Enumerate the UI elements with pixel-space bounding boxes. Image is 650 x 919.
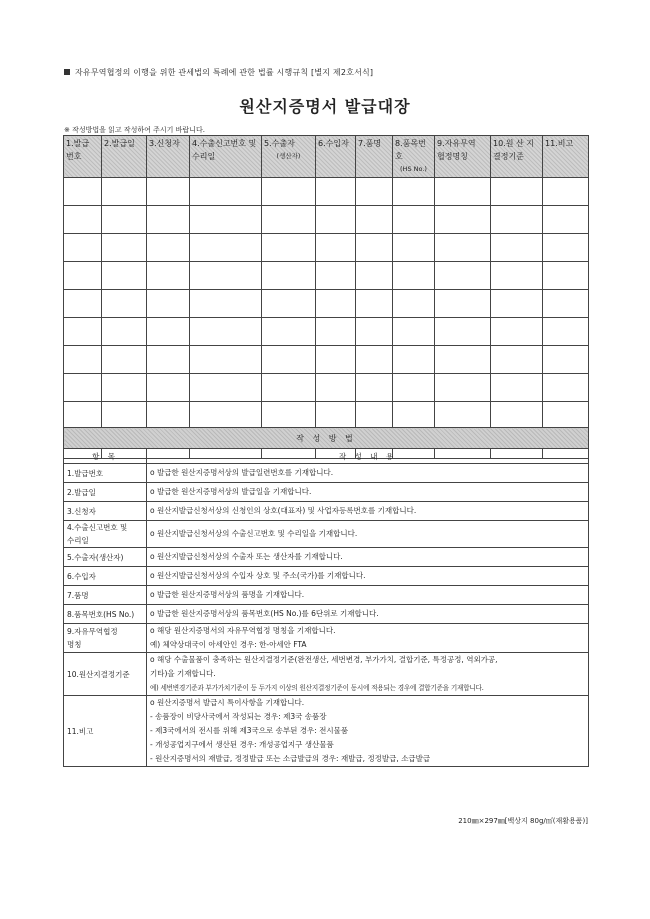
instruction-line: o 해당 수출물품이 충족하는 원산지결정기준(완전생산, 세번변경, 부가가치, 결합기준, 특정공정, 역외가공, xyxy=(150,655,498,664)
column-header-sublabel: (생산자) xyxy=(276,152,301,160)
instruction-line: o 원산지발급신청서상의 수입자 상호 및 주소(국가)를 기재합니다. xyxy=(150,571,366,580)
register-cell[interactable] xyxy=(435,178,491,206)
column-header-label: 6.수입자 xyxy=(318,139,349,148)
instructions-table xyxy=(63,427,589,767)
register-cell[interactable] xyxy=(491,290,543,318)
instruction-item xyxy=(64,521,147,548)
register-cell[interactable] xyxy=(393,178,435,206)
register-cell[interactable] xyxy=(356,402,393,430)
instruction-item-text: 10.원산지결정기준 xyxy=(67,669,130,679)
register-cell[interactable] xyxy=(64,318,102,346)
register-cell[interactable] xyxy=(64,234,102,262)
register-cell[interactable] xyxy=(190,206,262,234)
register-row xyxy=(64,290,589,318)
register-cell[interactable] xyxy=(262,234,316,262)
register-cell[interactable] xyxy=(491,206,543,234)
register-cell[interactable] xyxy=(190,374,262,402)
register-cell[interactable] xyxy=(262,262,316,290)
register-cell[interactable] xyxy=(543,206,589,234)
instruction-row xyxy=(64,653,589,696)
instruction-item-text: 11.비고 xyxy=(67,726,94,736)
register-cell[interactable] xyxy=(543,374,589,402)
register-cell[interactable] xyxy=(316,402,356,430)
instruction-line: o 원산지발급신청서상의 수출신고번호 및 수리일을 기재합니다. xyxy=(150,529,358,538)
register-cell[interactable] xyxy=(262,178,316,206)
register-row xyxy=(64,234,589,262)
register-cell[interactable] xyxy=(262,402,316,430)
instruction-item xyxy=(64,586,147,605)
instruction-item-text: 9.자유무역협정 xyxy=(67,627,118,636)
register-cell[interactable] xyxy=(64,178,102,206)
instruction-content xyxy=(147,464,589,483)
instruction-item xyxy=(64,653,147,696)
instruction-content xyxy=(147,483,589,502)
column-header-label: 8.품목번호 xyxy=(395,139,426,161)
register-cell[interactable] xyxy=(190,262,262,290)
register-cell[interactable] xyxy=(102,290,147,318)
register-row xyxy=(64,402,589,430)
page-title: 원산지증명서 발급대장 xyxy=(239,97,411,116)
register-cell[interactable] xyxy=(64,290,102,318)
instruction-item xyxy=(64,464,147,483)
register-cell[interactable] xyxy=(102,318,147,346)
column-header-label: 7.품명 xyxy=(358,139,382,148)
instruction-line: o 발급한 원산지증명서상의 품명을 기재합니다. xyxy=(150,590,305,599)
register-cell[interactable] xyxy=(64,346,102,374)
register-cell[interactable] xyxy=(543,346,589,374)
register-cell[interactable] xyxy=(316,178,356,206)
register-cell[interactable] xyxy=(316,262,356,290)
instruction-item xyxy=(64,483,147,502)
register-cell[interactable] xyxy=(491,318,543,346)
register-row xyxy=(64,206,589,234)
instruction-item-text: 2.발급일 xyxy=(67,487,96,497)
instruction-line: 예) 세번변경기준과 부가가치기준이 등 두가지 이상의 원산지결정기준이 동시에 적용되는 경우에 결합기준을 기재합니다. xyxy=(150,684,484,692)
register-column-header xyxy=(190,136,262,178)
instruction-item xyxy=(64,567,147,586)
instruction-row xyxy=(64,464,589,483)
instruction-item-text: 1.발급번호 xyxy=(67,468,104,478)
register-cell[interactable] xyxy=(262,374,316,402)
instruction-item xyxy=(64,696,147,767)
instruction-row xyxy=(64,605,589,624)
instruction-line: - 개성공업지구에서 생산된 경우: 개성공업지구 생산물품 xyxy=(150,740,334,749)
register-cell[interactable] xyxy=(262,290,316,318)
register-cell[interactable] xyxy=(543,290,589,318)
instruction-item-text: 6.수입자 xyxy=(67,571,96,581)
register-column-header xyxy=(543,136,589,178)
register-cell[interactable] xyxy=(190,318,262,346)
instruction-item xyxy=(64,605,147,624)
register-cell[interactable] xyxy=(543,318,589,346)
register-cell[interactable] xyxy=(102,206,147,234)
register-cell[interactable] xyxy=(262,346,316,374)
register-cell[interactable] xyxy=(393,262,435,290)
register-cell[interactable] xyxy=(102,262,147,290)
register-row xyxy=(64,318,589,346)
instruction-line: o 발급한 원산지증명서상의 품목번호(HS No.)를 6단위로 기재합니다. xyxy=(150,609,379,618)
register-cell[interactable] xyxy=(393,374,435,402)
instruction-content xyxy=(147,696,589,767)
register-cell[interactable] xyxy=(356,346,393,374)
instruction-row xyxy=(64,567,589,586)
register-cell[interactable] xyxy=(262,318,316,346)
paper-spec-footer: 210㎜×297㎜[백상지 80g/㎡(재활용품)] xyxy=(458,817,588,825)
register-header-row xyxy=(64,136,589,178)
register-cell[interactable] xyxy=(491,402,543,430)
instruction-content xyxy=(147,605,589,624)
register-cell[interactable] xyxy=(356,178,393,206)
instruction-line: o 해당 원산지증명서의 자유무역협정 명칭을 기재합니다. xyxy=(150,626,336,635)
register-cell[interactable] xyxy=(147,234,190,262)
register-cell[interactable] xyxy=(102,374,147,402)
instruction-line: 예) 체약상대국이 아세안인 경우: 한-아세안 FTA xyxy=(150,640,307,649)
register-row xyxy=(64,178,589,206)
column-header-label: 11.비고 xyxy=(545,139,574,148)
instruction-note: ※ 작성방법을 읽고 작성하여 주시기 바랍니다. xyxy=(64,126,205,134)
column-header-label-line2: 번호 xyxy=(66,152,82,161)
register-cell[interactable] xyxy=(491,346,543,374)
register-column-header xyxy=(491,136,543,178)
register-cell[interactable] xyxy=(356,318,393,346)
register-cell[interactable] xyxy=(435,346,491,374)
instruction-item xyxy=(64,502,147,521)
instruction-row xyxy=(64,586,589,605)
instruction-line: - 원산지증명서의 재발급, 정정발급 또는 소급발급의 경우: 재발급, 정정발급, 소급발급 xyxy=(150,754,431,763)
register-cell[interactable] xyxy=(435,262,491,290)
column-header-label: 3.신청자 xyxy=(149,139,180,148)
register-cell[interactable] xyxy=(102,402,147,430)
register-cell[interactable] xyxy=(435,374,491,402)
register-column-header xyxy=(262,136,316,178)
column-header-label: 5.수출자 xyxy=(264,139,295,148)
instruction-item-text: 4.수출신고번호 및 xyxy=(67,523,128,532)
register-cell[interactable] xyxy=(102,178,147,206)
instruction-content xyxy=(147,586,589,605)
instruction-content xyxy=(147,521,589,548)
register-column-header xyxy=(393,136,435,178)
register-cell[interactable] xyxy=(64,402,102,430)
register-cell[interactable] xyxy=(356,374,393,402)
register-cell[interactable] xyxy=(147,206,190,234)
register-cell[interactable] xyxy=(147,290,190,318)
instruction-line: o 원산지발급신청서상의 수출자 또는 생산자를 기재합니다. xyxy=(150,552,343,561)
register-cell[interactable] xyxy=(147,402,190,430)
instruction-item-text: 5.수출자(생산자) xyxy=(67,552,124,562)
register-cell[interactable] xyxy=(393,290,435,318)
register-column-header xyxy=(356,136,393,178)
register-cell[interactable] xyxy=(316,290,356,318)
register-cell[interactable] xyxy=(190,402,262,430)
square-bullet-icon xyxy=(64,69,70,75)
register-cell[interactable] xyxy=(64,262,102,290)
instruction-row xyxy=(64,521,589,548)
register-cell[interactable] xyxy=(190,178,262,206)
instructions-band-title: 작 성 방 법 xyxy=(64,428,589,449)
register-cell[interactable] xyxy=(64,374,102,402)
column-header-sublabel: (HS No.) xyxy=(400,165,427,173)
register-cell[interactable] xyxy=(491,178,543,206)
register-cell[interactable] xyxy=(316,234,356,262)
register-cell[interactable] xyxy=(147,374,190,402)
instruction-content xyxy=(147,548,589,567)
register-cell[interactable] xyxy=(147,178,190,206)
register-cell[interactable] xyxy=(393,346,435,374)
register-cell[interactable] xyxy=(543,402,589,430)
register-table xyxy=(63,135,589,459)
instruction-line: - 송품장이 비당사국에서 작성되는 경우: 제3국 송품장 xyxy=(150,712,327,721)
instruction-content xyxy=(147,567,589,586)
register-column-header xyxy=(435,136,491,178)
register-cell[interactable] xyxy=(435,402,491,430)
register-cell[interactable] xyxy=(190,290,262,318)
register-cell[interactable] xyxy=(543,234,589,262)
instruction-row xyxy=(64,502,589,521)
register-cell[interactable] xyxy=(147,262,190,290)
item-column-header: 항 목 xyxy=(64,449,147,464)
instruction-row xyxy=(64,548,589,567)
instruction-item-text: 3.신청자 xyxy=(67,506,96,516)
instruction-line: o 원산지발급신청서상의 신청인의 상호(대표자) 및 사업자등록번호를 기재합니다. xyxy=(150,506,417,515)
register-cell[interactable] xyxy=(102,234,147,262)
instruction-item-text: 7.품명 xyxy=(67,590,89,600)
register-cell[interactable] xyxy=(491,374,543,402)
instruction-content xyxy=(147,624,589,653)
register-cell[interactable] xyxy=(262,206,316,234)
form-reference xyxy=(64,67,373,78)
column-header-label: 2.발급일 xyxy=(104,139,135,148)
register-column-header xyxy=(147,136,190,178)
content-column-header: 작 성 내 용 xyxy=(147,449,589,464)
register-row xyxy=(64,262,589,290)
register-cell[interactable] xyxy=(316,346,356,374)
register-cell[interactable] xyxy=(190,234,262,262)
instruction-item xyxy=(64,548,147,567)
register-cell[interactable] xyxy=(316,374,356,402)
register-cell[interactable] xyxy=(435,290,491,318)
register-cell[interactable] xyxy=(147,318,190,346)
register-column-header xyxy=(102,136,147,178)
form-reference-text: 자유무역협정의 이행을 위한 관세법의 특례에 관한 법률 시행규칙 [별지 제2호서식] xyxy=(75,68,374,77)
instruction-line: 기타)을 기재합니다. xyxy=(150,669,216,678)
register-cell[interactable] xyxy=(393,318,435,346)
register-row xyxy=(64,346,589,374)
register-cell[interactable] xyxy=(393,402,435,430)
register-cell[interactable] xyxy=(64,206,102,234)
instruction-row xyxy=(64,696,589,767)
instruction-line: o 발급한 원산지증명서상의 발급일을 기재합니다. xyxy=(150,487,312,496)
instruction-line: o 원산지증명서 발급시 특이사항을 기재합니다. xyxy=(150,698,305,707)
instruction-row xyxy=(64,624,589,653)
register-cell[interactable] xyxy=(147,346,190,374)
instruction-item-text: 수리일 xyxy=(67,536,89,545)
register-cell[interactable] xyxy=(491,234,543,262)
register-cell[interactable] xyxy=(393,206,435,234)
instruction-line: - 제3국에서의 전시를 위해 제3국으로 송부된 경우: 전시물품 xyxy=(150,726,349,735)
register-cell[interactable] xyxy=(356,234,393,262)
instruction-item-text: 명칭 xyxy=(67,640,82,649)
column-header-label: 9.자유무역 xyxy=(437,139,476,148)
instruction-item xyxy=(64,624,147,653)
register-column-header xyxy=(316,136,356,178)
column-header-label-line2: 수리일 xyxy=(192,152,216,161)
register-cell[interactable] xyxy=(393,234,435,262)
register-cell[interactable] xyxy=(190,346,262,374)
register-cell[interactable] xyxy=(356,206,393,234)
instruction-content xyxy=(147,502,589,521)
register-cell[interactable] xyxy=(356,290,393,318)
column-header-label: 10.원 산 지 xyxy=(493,139,534,148)
register-cell[interactable] xyxy=(543,262,589,290)
register-row xyxy=(64,374,589,402)
register-cell[interactable] xyxy=(435,206,491,234)
register-cell[interactable] xyxy=(543,178,589,206)
register-cell[interactable] xyxy=(356,262,393,290)
instruction-content xyxy=(147,653,589,696)
register-cell[interactable] xyxy=(316,206,356,234)
instruction-item-text: 8.품목번호(HS No.) xyxy=(67,609,135,619)
register-cell[interactable] xyxy=(491,262,543,290)
instruction-line: o 발급한 원산지증명서상의 발급일련번호를 기재합니다. xyxy=(150,468,334,477)
register-cell[interactable] xyxy=(435,318,491,346)
column-header-label: 1.발급 xyxy=(66,139,90,148)
column-header-label: 4.수출신고번호 및 xyxy=(192,139,257,148)
register-column-header xyxy=(64,136,102,178)
register-cell[interactable] xyxy=(435,234,491,262)
column-header-label-line2: 결정기준 xyxy=(493,152,524,161)
register-cell[interactable] xyxy=(102,346,147,374)
column-header-label-line2: 협정명칭 xyxy=(437,152,468,161)
instruction-row xyxy=(64,483,589,502)
register-cell[interactable] xyxy=(316,318,356,346)
